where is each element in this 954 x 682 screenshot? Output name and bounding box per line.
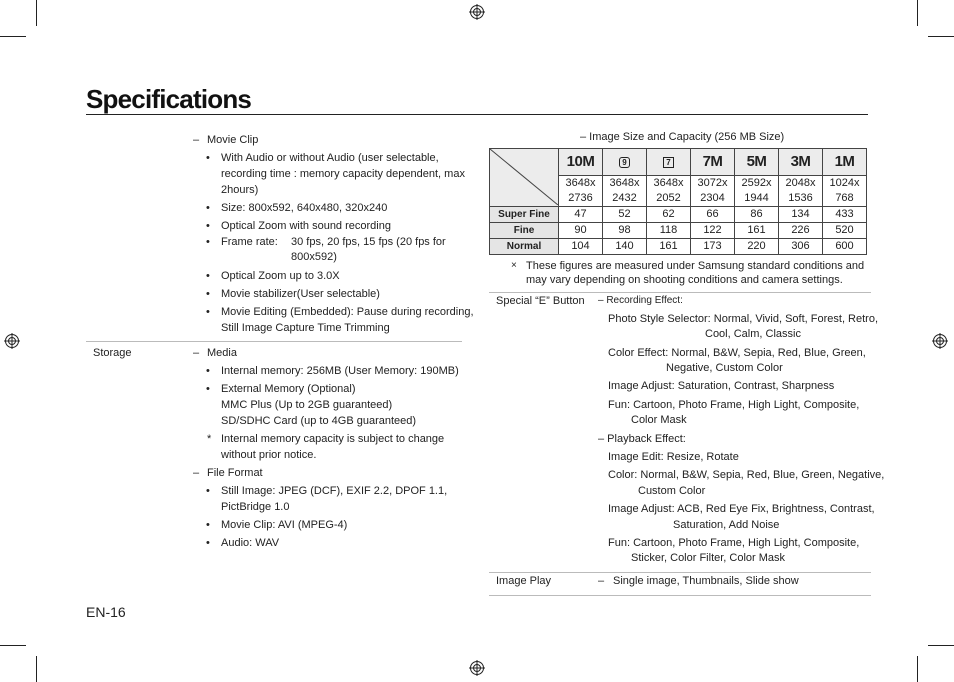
crop-mark — [928, 36, 954, 37]
size-3m-icon: 3M — [790, 152, 811, 170]
list-item: Image Edit: Resize, Rotate — [608, 451, 739, 463]
page-title: Specifications — [86, 84, 252, 114]
row-label: Super Fine — [490, 207, 559, 223]
list-item: 2hours) — [221, 184, 259, 196]
list-item: 30 fps, 20 fps, 15 fps (20 fps for — [291, 236, 446, 248]
row-label: Normal — [490, 239, 559, 255]
dash: – — [193, 467, 200, 479]
diagonal-line — [490, 149, 558, 205]
list-item: • Optical Zoom with sound recording — [221, 219, 391, 233]
size-cell: 3648x 2432 — [603, 176, 647, 207]
list-item: Negative, Custom Color — [666, 362, 783, 374]
size-icon-5m — [735, 149, 779, 176]
note-text: may vary depending on shooting conditions and camera settings. — [526, 274, 843, 286]
value-cell: 118 — [647, 223, 691, 239]
crop-mark — [0, 36, 26, 37]
crop-mark — [0, 645, 26, 646]
value-cell: 220 — [735, 239, 779, 255]
list-item: Fun: Cartoon, Photo Frame, High Light, Composite, — [608, 537, 860, 549]
size-cell: 2048x 1536 — [779, 176, 823, 207]
page-number: EN-16 — [86, 604, 126, 620]
list-item: Color: Normal, B&W, Sepia, Red, Blue, Green, Negative, — [608, 469, 885, 481]
list-item: Saturation, Add Noise — [673, 519, 780, 531]
media-heading: Media — [207, 347, 237, 359]
value-cell: 161 — [735, 223, 779, 239]
divider — [489, 292, 871, 293]
dash: – — [193, 347, 200, 359]
table-row — [490, 239, 867, 255]
size-5m-icon: 5M — [746, 152, 767, 170]
value-cell: 66 — [691, 207, 735, 223]
value-cell: 226 — [779, 223, 823, 239]
list-item: • Audio: WAV — [221, 536, 279, 550]
value-cell: 161 — [647, 239, 691, 255]
list-item: • Size: 800x592, 640x480, 320x240 — [221, 201, 387, 215]
list-item: Cool, Calm, Classic — [705, 328, 801, 340]
value-cell: 104 — [559, 239, 603, 255]
list-item: Fun: Cartoon, Photo Frame, High Light, Composite, — [608, 399, 860, 411]
list-item: • External Memory (Optional) — [221, 382, 356, 396]
size-icon-1m — [823, 149, 867, 176]
size-10m-icon: 10M — [566, 152, 595, 170]
list-item: Sticker, Color Filter, Color Mask — [631, 552, 786, 564]
list-item: • With Audio or without Audio (user selectable, — [221, 151, 439, 165]
registration-mark-icon — [932, 333, 948, 349]
value-cell: 90 — [559, 223, 603, 239]
value-cell: 122 — [691, 223, 735, 239]
divider — [489, 595, 871, 596]
list-item: Image Adjust: ACB, Red Eye Fix, Brightness, Contrast, — [608, 503, 875, 515]
list-item: Color Effect: Normal, B&W, Sepia, Red, Blue, Green, — [608, 347, 866, 359]
size-cell: 1024x 768 — [823, 176, 867, 207]
size-7-wide-icon: 7 — [663, 157, 673, 168]
list-item: without prior notice. — [221, 449, 317, 461]
image-capacity-table — [489, 148, 867, 255]
list-item: MMC Plus (Up to 2GB guaranteed) — [221, 399, 393, 411]
playback-effect-heading: – Playback Effect: — [598, 433, 686, 445]
value-cell: 52 — [603, 207, 647, 223]
size-cell: 2592x 1944 — [735, 176, 779, 207]
value-cell: 600 — [823, 239, 867, 255]
crop-mark — [917, 656, 918, 682]
size-icon-9 — [603, 149, 647, 176]
file-format-heading: File Format — [207, 467, 263, 479]
size-1m-icon: 1M — [834, 152, 855, 170]
recording-effect-heading: – Recording Effect: — [598, 295, 683, 306]
list-item: Internal memory capacity is subject to change — [221, 433, 445, 445]
image-play-value: Single image, Thumbnails, Slide show — [613, 575, 799, 587]
registration-mark-icon — [4, 333, 20, 349]
value-cell: 140 — [603, 239, 647, 255]
table-caption: – Image Size and Capacity (256 MB Size) — [580, 131, 785, 143]
list-item: Color Mask — [631, 414, 687, 426]
dash: – — [598, 575, 605, 587]
size-icon-3m — [779, 149, 823, 176]
size-icon-7 — [647, 149, 691, 176]
divider — [86, 341, 462, 342]
divider — [489, 572, 871, 573]
size-cell: 3072x 2304 — [691, 176, 735, 207]
list-item: • Internal memory: 256MB (User Memory: 190MB) — [221, 364, 459, 378]
crop-mark — [928, 645, 954, 646]
dash: – — [193, 134, 200, 146]
value-cell: 520 — [823, 223, 867, 239]
value-cell: 86 — [735, 207, 779, 223]
table-row — [490, 223, 867, 239]
note-mark: × — [511, 260, 517, 271]
movie-clip-heading: Movie Clip — [207, 134, 259, 146]
size-cell: 3648x 2052 — [647, 176, 691, 207]
crop-mark — [36, 0, 37, 26]
size-cell: 3648x 2736 — [559, 176, 603, 207]
size-icon-7m — [691, 149, 735, 176]
list-item: Custom Color — [638, 485, 706, 497]
value-cell: 134 — [779, 207, 823, 223]
row-label: Fine — [490, 223, 559, 239]
list-item: 800x592) — [291, 251, 337, 263]
crop-mark — [36, 656, 37, 682]
note-text: These figures are measured under Samsung standard conditions and — [526, 260, 865, 272]
list-item: SD/SDHC Card (up to 4GB guaranteed) — [221, 415, 417, 427]
list-item: Image Adjust: Saturation, Contrast, Sharpness — [608, 380, 835, 392]
list-item: recording time : memory capacity dependent, max — [221, 168, 465, 180]
table-row — [490, 207, 867, 223]
image-play-label: Image Play — [496, 575, 552, 587]
list-item: • Movie Clip: AVI (MPEG-4) — [221, 518, 347, 532]
value-cell: 173 — [691, 239, 735, 255]
list-item: • Movie Editing (Embedded): Pause during recording, — [221, 305, 474, 319]
list-item: • Still Image: JPEG (DCF), EXIF 2.2, DPOF 1.1, — [221, 484, 447, 498]
title-rule — [86, 114, 868, 115]
special-e-label: Special “E” Button — [496, 295, 585, 307]
storage-label: Storage — [93, 347, 132, 359]
crop-mark — [917, 0, 918, 26]
value-cell: 47 — [559, 207, 603, 223]
registration-mark-icon — [469, 4, 485, 20]
registration-mark-icon — [469, 660, 485, 676]
list-item: Still Image Capture Time Trimming — [221, 322, 390, 334]
size-9-icon: 9 — [619, 157, 629, 168]
value-cell: 62 — [647, 207, 691, 223]
value-cell: 306 — [779, 239, 823, 255]
list-item: • Frame rate: — [221, 235, 278, 249]
list-item: PictBridge 1.0 — [221, 501, 290, 513]
list-item: • Optical Zoom up to 3.0X — [221, 269, 340, 283]
list-item: Photo Style Selector: Normal, Vivid, Soft, Forest, Retro, — [608, 313, 879, 325]
value-cell: 433 — [823, 207, 867, 223]
asterisk: * — [207, 433, 212, 445]
size-7m-icon: 7M — [702, 152, 723, 170]
value-cell: 98 — [603, 223, 647, 239]
table-corner-cell — [490, 149, 559, 207]
list-item: • Movie stabilizer(User selectable) — [221, 287, 380, 301]
size-icon-10m — [559, 149, 603, 176]
